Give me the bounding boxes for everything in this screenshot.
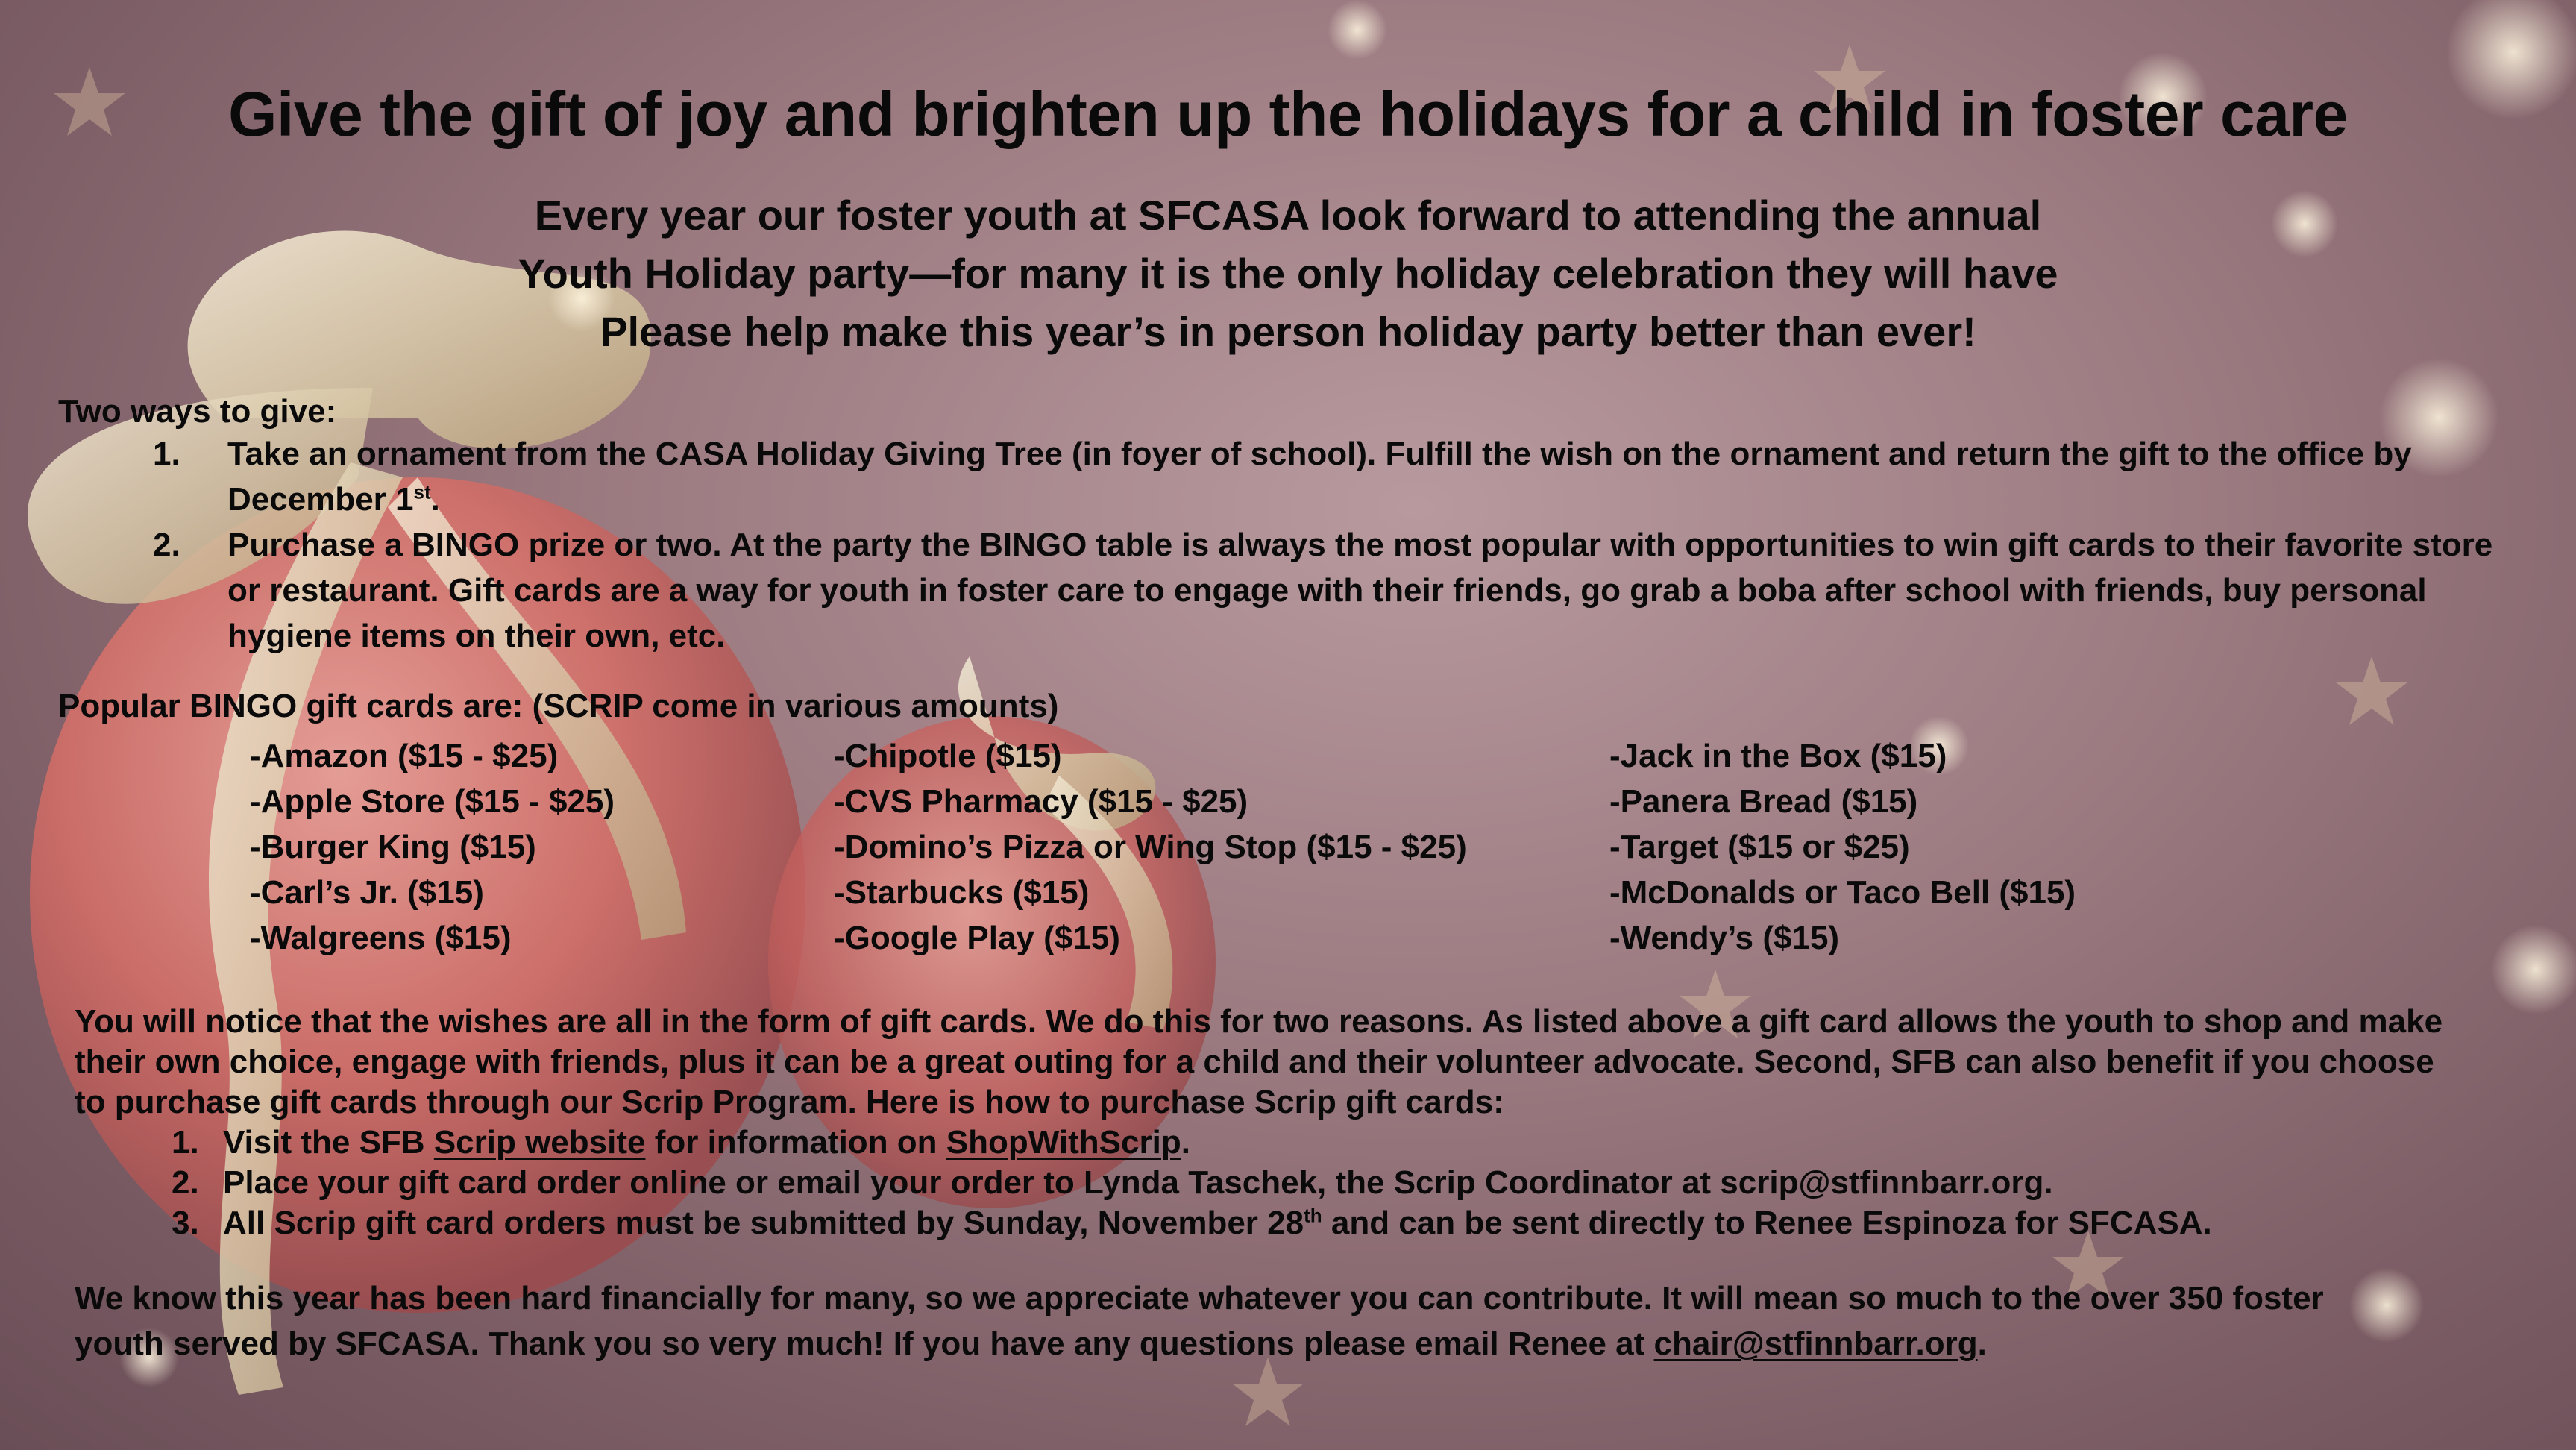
step-text: for information on [645, 1124, 946, 1161]
gift-card-item: -Burger King ($15) [250, 829, 536, 865]
intro-line: Every year our foster youth at SFCASA look forward to attending the annual [534, 192, 2042, 239]
step-text: . [1181, 1124, 1190, 1161]
list-item [172, 1163, 2212, 1203]
gift-card-item: -Google Play ($15) [834, 920, 1120, 956]
step-text: All Scrip gift card orders must be submitted by Sunday, November 28 [223, 1205, 1304, 1241]
ways-heading: Two ways to give: [58, 393, 337, 430]
closing-text: youth served by SFCASA. Thank you so very much! If you have any questions please email Renee at [75, 1325, 1654, 1362]
contact-email-link[interactable]: chair@stfinnbarr.org [1653, 1325, 1978, 1362]
list-number: 2. [153, 527, 180, 563]
way-text: Purchase a BINGO prize or two. At the party the BINGO table is always the most popular with opportunities to win gift cards to their favorite store or restaurant. Gift cards are a way for youth in foster care to engage with their friends, go grab a boba after school with friends, buy personal hygiene items on their own, etc. [227, 527, 2493, 654]
gift-card-item: -Wendy’s ($15) [1609, 920, 1840, 956]
gift-card-item: -Target ($15 or $25) [1609, 829, 1910, 865]
paragraph-line: their own choice, engage with friends, plus it can be a great outing for a child and their volunteer advocate. Second, SFB can also benefit if you choose [75, 1043, 2434, 1080]
gift-card-item: -Amazon ($15 - $25) [250, 738, 559, 774]
paragraph-line [75, 1321, 2536, 1366]
list-number: 1. [153, 436, 180, 472]
page-title: Give the gift of joy and brighten up the holidays for a child in foster care [228, 79, 2348, 149]
intro-line: Please help make this year’s in person holiday party better than ever! [600, 308, 1976, 355]
paragraph-line: to purchase gift cards through our Scrip Program. Here is how to purchase Scrip gift cards: [75, 1084, 1504, 1120]
gift-card-column [1609, 733, 2076, 961]
intro-block [0, 186, 2576, 361]
scrip-paragraph [75, 1002, 2536, 1123]
list-item [172, 1123, 2212, 1163]
superscript: st [413, 480, 431, 503]
gift-card-column [834, 733, 1467, 961]
closing-paragraph [75, 1275, 2536, 1366]
gift-card-item: -Chipotle ($15) [834, 738, 1062, 774]
intro-line: Youth Holiday party—for many it is the only holiday celebration they will have [518, 250, 2058, 297]
paragraph-line: You will notice that the wishes are all in the form of gift cards. We do this for two reasons. As listed above a gift card allows the youth to shop and make [75, 1003, 2443, 1040]
paragraph-line: We know this year has been hard financially for many, so we appreciate whatever you can contribute. It will mean so much to the over 350 foster [75, 1280, 2324, 1316]
list-number: 2. [172, 1164, 199, 1201]
list-number: 3. [172, 1205, 199, 1241]
list-item [172, 1203, 2212, 1243]
gift-card-item: -Starbucks ($15) [834, 874, 1090, 911]
list-item [153, 522, 2525, 659]
gift-card-item: -Panera Bread ($15) [1609, 783, 1918, 820]
gift-card-item: -Jack in the Box ($15) [1609, 738, 1947, 774]
step-text: and can be sent directly to Renee Espinoza for SFCASA. [1322, 1205, 2212, 1241]
closing-text-end: . [1977, 1325, 1987, 1362]
way-text: Take an ornament from the CASA Holiday Giving Tree (in foyer of school). Fulfill the wish on the ornament and return the gift to the office by December 1 [227, 436, 2412, 518]
way-text-end: . [430, 481, 440, 518]
list-item [153, 431, 2525, 522]
gift-card-item: -CVS Pharmacy ($15 - $25) [834, 783, 1248, 820]
gift-card-column [250, 733, 615, 961]
step-text: Visit the SFB [223, 1124, 434, 1161]
ways-list [153, 431, 2525, 659]
list-number: 1. [172, 1124, 199, 1161]
gift-card-item: -McDonalds or Taco Bell ($15) [1609, 874, 2076, 911]
scrip-website-link[interactable]: Scrip website [433, 1124, 646, 1161]
step-text: Place your gift card order online or email your order to Lynda Taschek, the Scrip Coordinator at scrip@stfinnbarr.org. [223, 1164, 2053, 1201]
gift-card-item: -Apple Store ($15 - $25) [250, 783, 615, 820]
scrip-steps [172, 1123, 2212, 1243]
superscript: th [1304, 1204, 1322, 1227]
shopwithscrip-link[interactable]: ShopWithScrip [946, 1124, 1181, 1161]
gift-card-item: -Walgreens ($15) [250, 920, 512, 956]
gift-card-item: -Carl’s Jr. ($15) [250, 874, 484, 911]
gift-card-item: -Domino’s Pizza or Wing Stop ($15 - $25) [834, 829, 1467, 865]
cards-heading: Popular BINGO gift cards are: (SCRIP come in various amounts) [58, 688, 1059, 724]
